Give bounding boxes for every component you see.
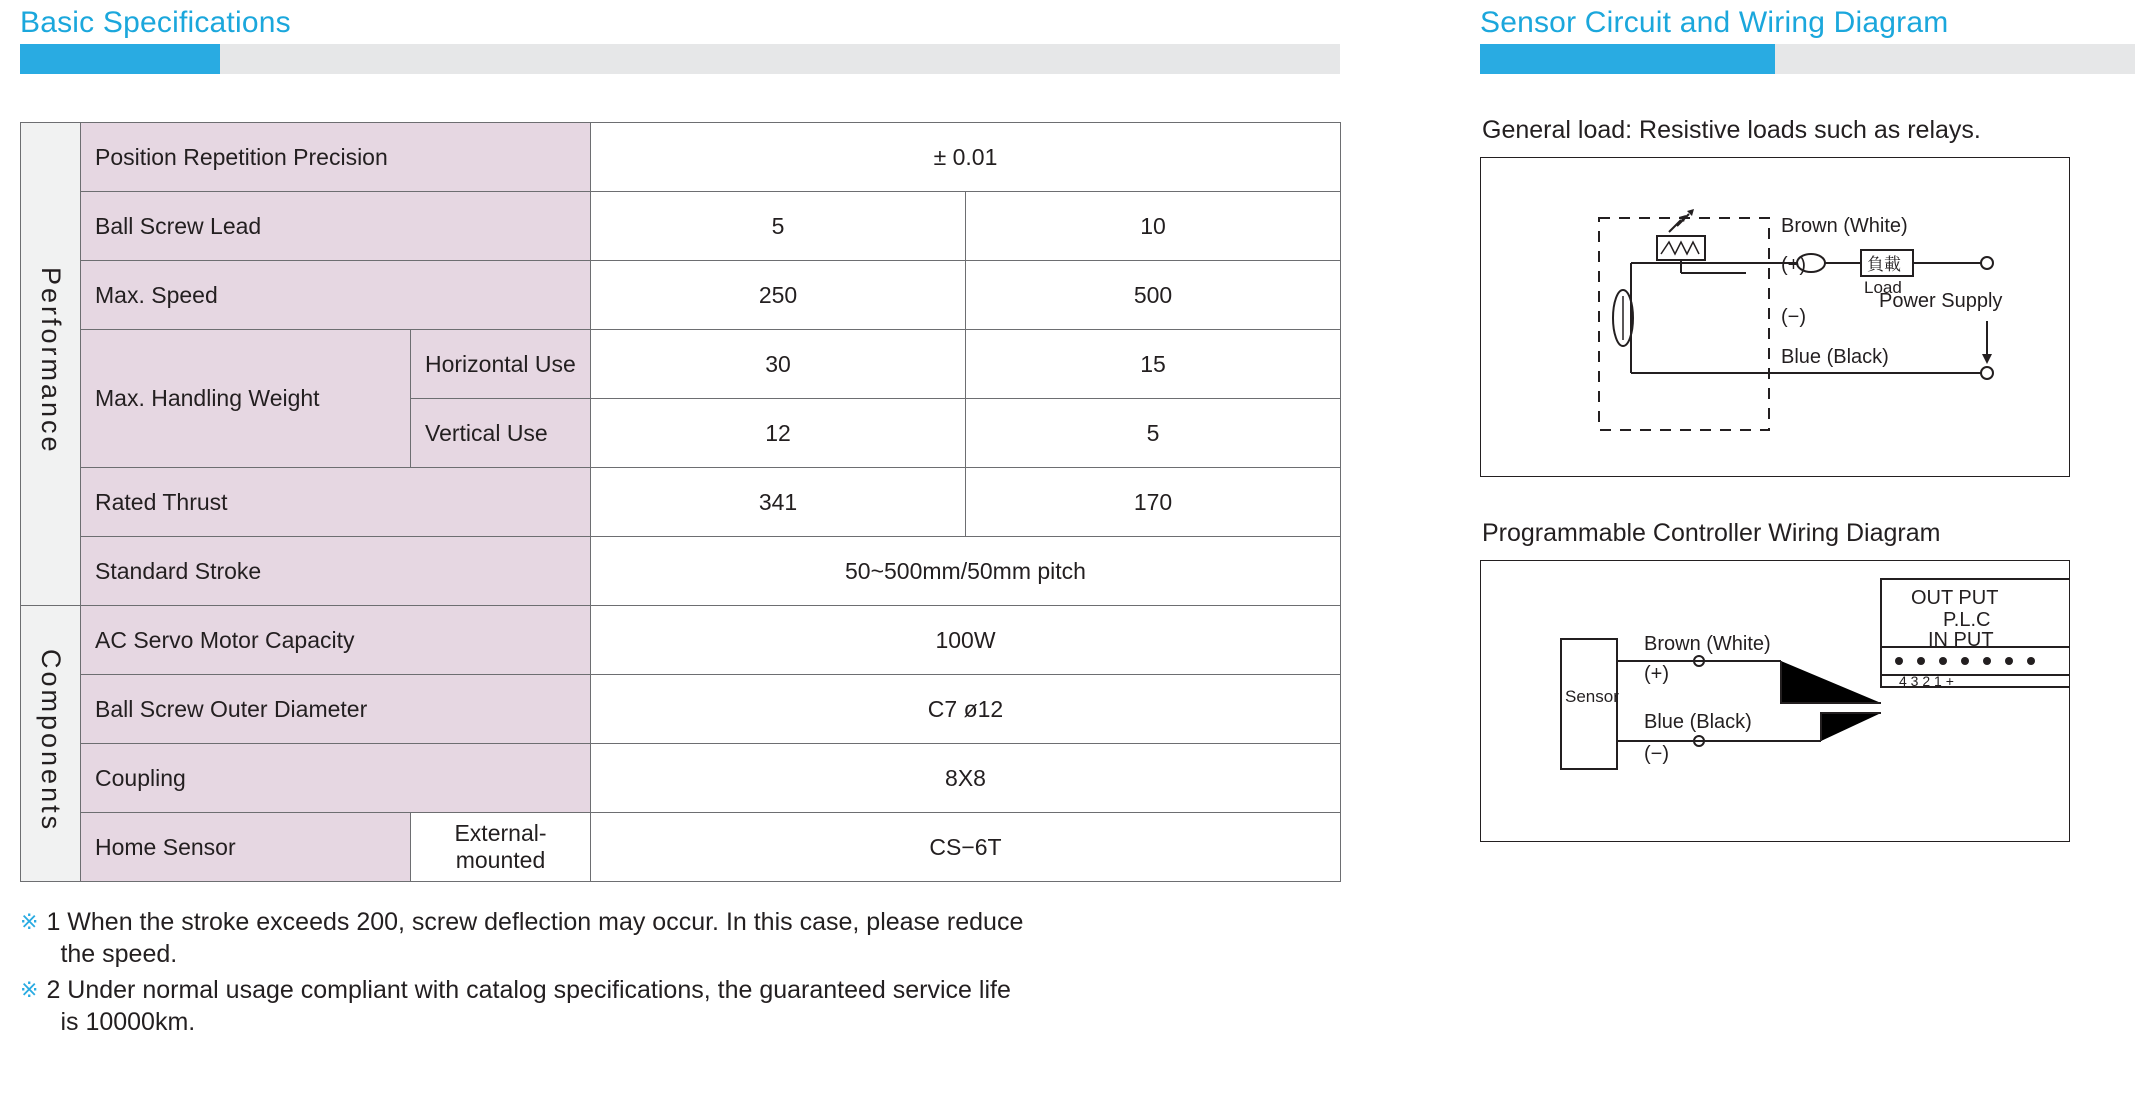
footnote-line-1: 1 When the stroke exceeds 200, screw deflection may occur. In this case, please reduce <box>46 908 1024 936</box>
label-pins: 4 3 2 1 + <box>1899 673 1954 689</box>
title-accent-bar <box>1480 44 2135 74</box>
section-title-sensor: Sensor Circuit and Wiring Diagram <box>1480 6 1949 39</box>
table-row <box>21 192 1341 261</box>
diagram-plc-wiring <box>1480 560 2070 842</box>
row-value: 5 <box>591 192 966 261</box>
label-input: IN PUT <box>1928 629 1994 651</box>
label-brown-white: Brown (White) <box>1781 215 1908 237</box>
row-value: CS−6T <box>591 813 1341 882</box>
row-value: ± 0.01 <box>591 123 1341 192</box>
row-value: 15 <box>966 330 1341 399</box>
row-value: 5 <box>966 399 1341 468</box>
footnote-1 <box>20 906 1350 970</box>
label-plus: (+) <box>1781 254 1806 276</box>
label-sensor: Sensor <box>1565 687 1619 706</box>
row-label: Position Repetition Precision <box>81 123 591 192</box>
row-sublabel: Horizontal Use <box>411 330 591 399</box>
label-load-cn: 負載 <box>1867 255 1901 274</box>
title-accent-fill <box>20 44 220 74</box>
general-load-circuit-svg <box>1481 158 2069 476</box>
group-label-performance: Performance <box>21 123 81 606</box>
label-output: OUT PUT <box>1911 587 1999 609</box>
footnote-text <box>46 974 1010 1038</box>
label-brown-white: Brown (White) <box>1644 633 1771 655</box>
label-minus: (−) <box>1644 743 1669 765</box>
row-value: 170 <box>966 468 1341 537</box>
diagram-2-caption: Programmable Controller Wiring Diagram <box>1482 519 1941 547</box>
diagram-1-caption: General load: Resistive loads such as relays. <box>1482 116 1981 144</box>
row-value: 100W <box>591 606 1341 675</box>
row-label: Ball Screw Lead <box>81 192 591 261</box>
title-accent-bar <box>20 44 1340 74</box>
table-row <box>21 675 1341 744</box>
row-label: Ball Screw Outer Diameter <box>81 675 591 744</box>
table-row <box>21 261 1341 330</box>
label-plus: (+) <box>1644 663 1669 685</box>
row-label: Coupling <box>81 744 591 813</box>
table-row <box>21 744 1341 813</box>
table-row <box>21 606 1341 675</box>
table-row <box>21 330 1341 399</box>
page-title: Basic Specifications <box>20 6 291 39</box>
footnotes <box>20 906 1350 1038</box>
table-row <box>21 813 1341 882</box>
title-accent-fill <box>1480 44 1775 74</box>
footnote-text <box>46 906 1023 970</box>
row-value: 341 <box>591 468 966 537</box>
row-label: AC Servo Motor Capacity <box>81 606 591 675</box>
table-row <box>21 123 1341 192</box>
row-value: 250 <box>591 261 966 330</box>
row-label: Home Sensor <box>81 813 411 882</box>
sensor-wiring-section <box>1480 0 2135 842</box>
row-label: Max. Speed <box>81 261 591 330</box>
label-load-en: Load <box>1864 278 1902 297</box>
specifications-table <box>20 122 1341 882</box>
row-value: 12 <box>591 399 966 468</box>
group-label-components: Components <box>21 606 81 882</box>
row-value: C7 ø12 <box>591 675 1341 744</box>
row-value: 500 <box>966 261 1341 330</box>
footnote-line-2: the speed. <box>60 940 178 968</box>
basic-specifications-section <box>20 0 1350 1042</box>
footnote-line-1: 2 Under normal usage compliant with catalog specifications, the guaranteed service life <box>46 976 1011 1004</box>
row-sublabel: Vertical Use <box>411 399 591 468</box>
footnote-2 <box>20 974 1350 1038</box>
row-value: 8X8 <box>591 744 1341 813</box>
row-value: 10 <box>966 192 1341 261</box>
footnote-line-2: is 10000km. <box>60 1008 196 1036</box>
diagram-general-load <box>1480 157 2070 477</box>
label-blue-black: Blue (Black) <box>1644 711 1752 733</box>
row-sublabel: External-mounted <box>411 813 591 882</box>
label-minus: (−) <box>1781 306 1806 328</box>
row-value: 50~500mm/50mm pitch <box>591 537 1341 606</box>
row-label: Standard Stroke <box>81 537 591 606</box>
label-plc: P.L.C <box>1943 609 1991 631</box>
row-value: 30 <box>591 330 966 399</box>
row-label: Max. Handling Weight <box>81 330 411 468</box>
note-mark-icon: ※ <box>20 977 39 1002</box>
table-row <box>21 468 1341 537</box>
table-row <box>21 537 1341 606</box>
row-label: Rated Thrust <box>81 468 591 537</box>
note-mark-icon: ※ <box>20 909 39 934</box>
label-power-supply: Power Supply <box>1879 290 2003 312</box>
label-blue-black: Blue (Black) <box>1781 346 1889 368</box>
